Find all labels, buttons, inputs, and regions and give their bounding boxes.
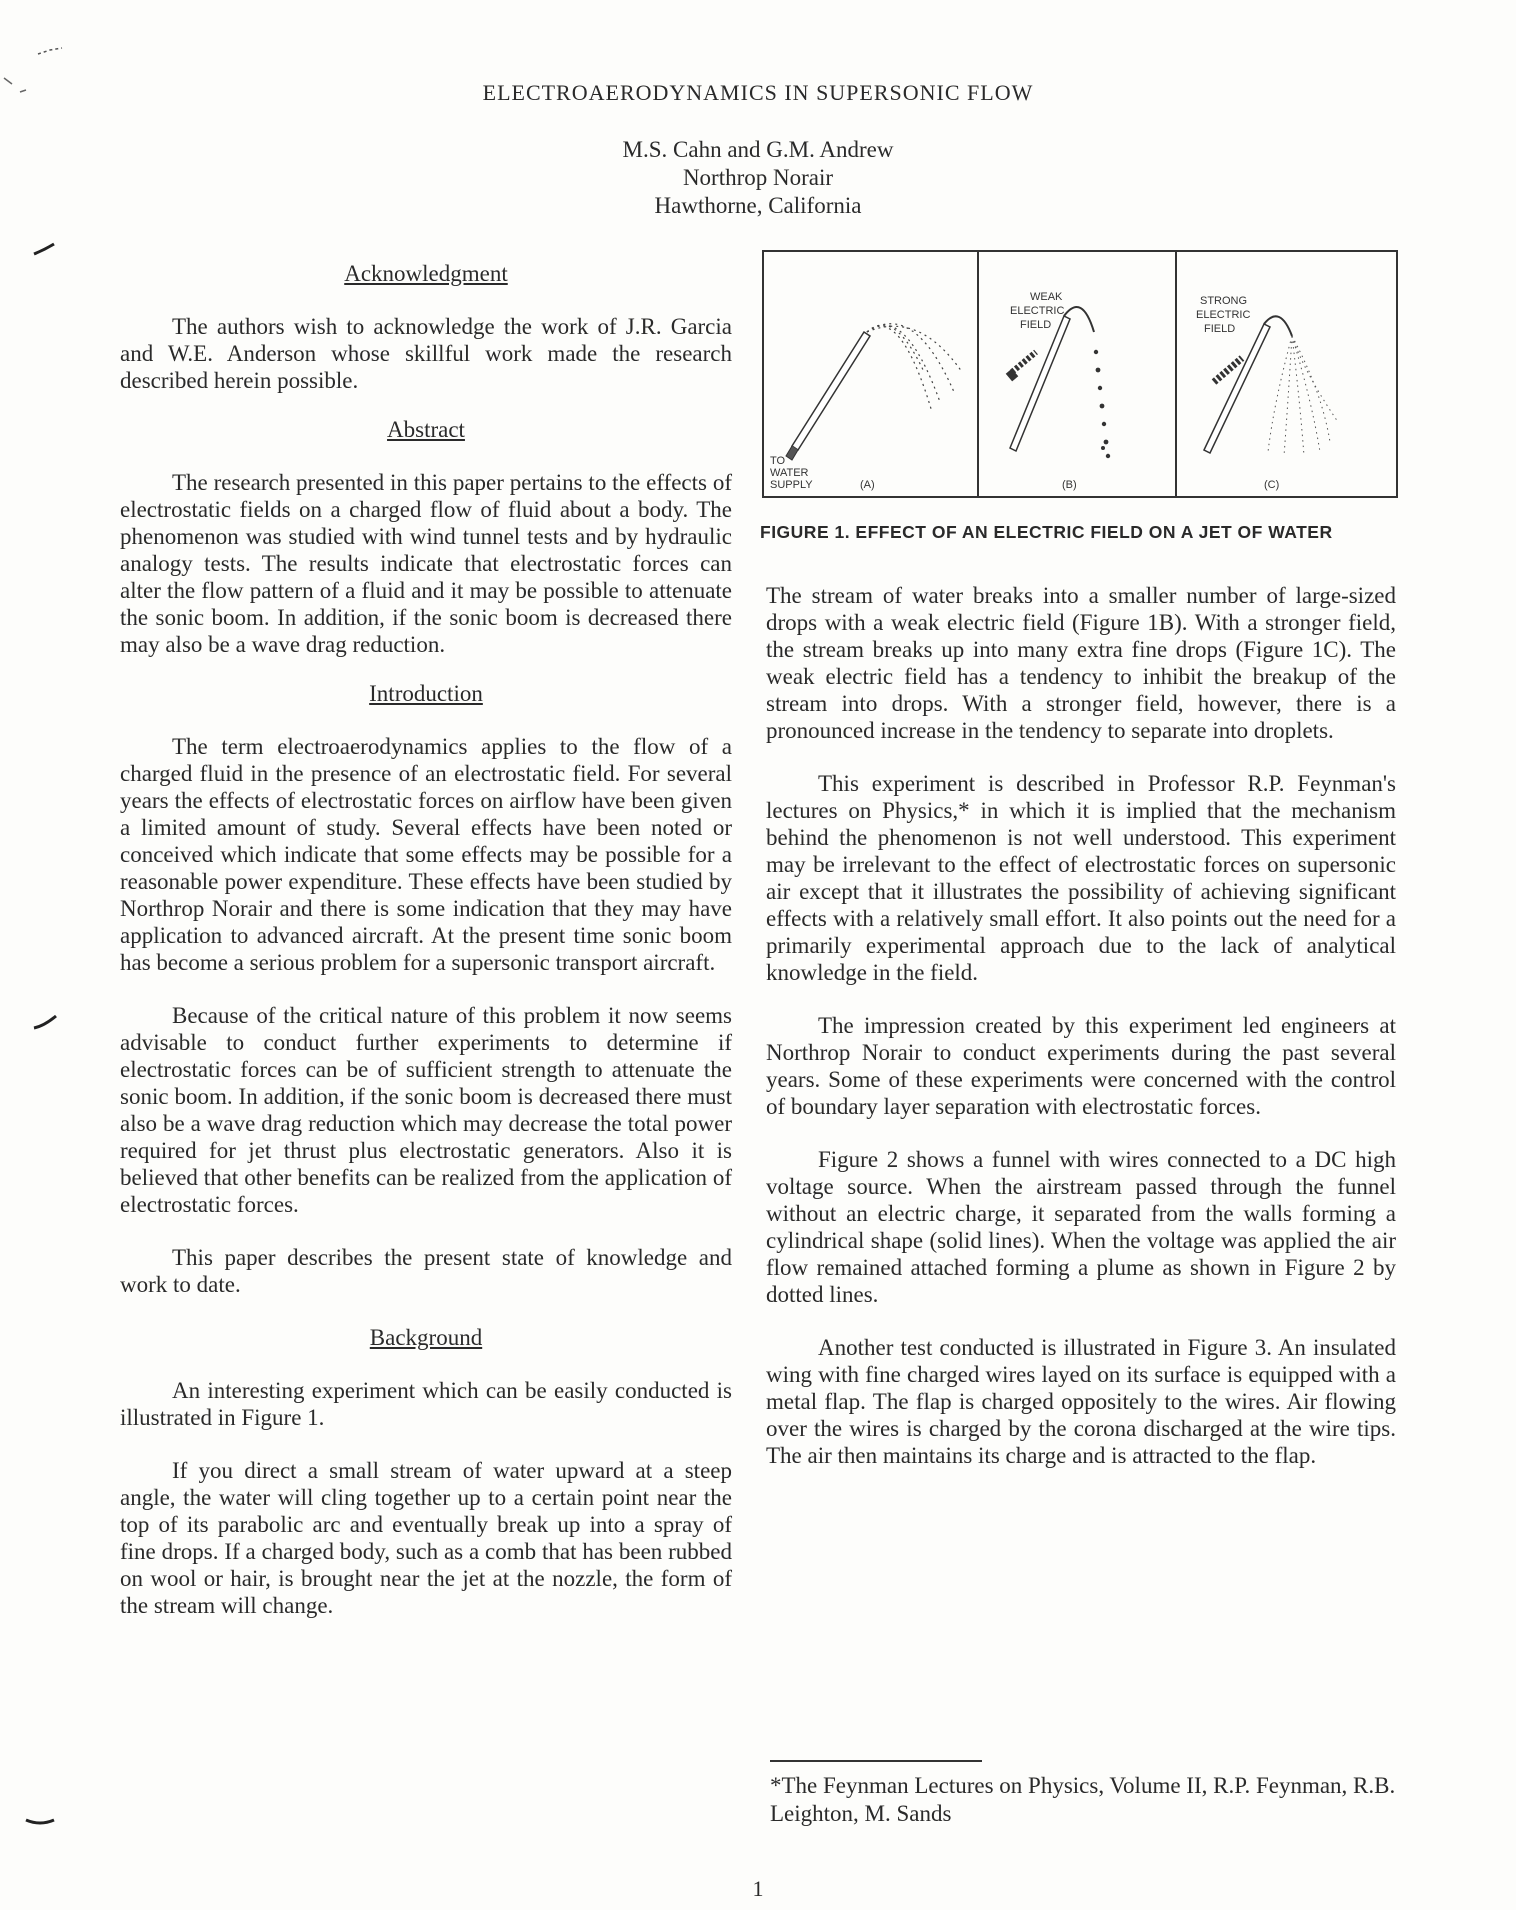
right-column [766, 582, 1396, 1469]
introduction-heading: Introduction [369, 681, 483, 706]
panel-a-label: (A) [860, 479, 875, 491]
author-names: M.S. Cahn and G.M. Andrew [622, 137, 894, 162]
paper-title: ELECTROAERODYNAMICS IN SUPERSONIC FLOW [482, 80, 1034, 105]
acknowledgment-heading: Acknowledgment [344, 261, 508, 286]
nozzle-b [1010, 316, 1070, 451]
body-paragraph: The impression created by this experiment led engineers at Northrop Norair to conduct experiments during the past several years. Some of these experiments were concerned with the control of boundary layer separation with electrostatic forces. [766, 1013, 1396, 1119]
nozzle-a [792, 332, 870, 450]
footnote-rule [770, 1760, 982, 1762]
author-affiliation: Northrop Norair [682, 165, 834, 190]
panel-c-label: (C) [1264, 479, 1280, 491]
weak-label-1: WEAK [1030, 291, 1063, 303]
abstract-heading: Abstract [387, 417, 465, 442]
body-paragraph: Another test conducted is illustrated in Figure 3. An insulated wing with fine charged wires layed on its surface is equipped with a metal flap. The flap is charged oppositely to the wires. Air flowing over the wires is charged by the corona discharged at the wire tips. The air then maintains its charge and is attracted to the flap. [766, 1335, 1396, 1468]
body-paragraph: The stream of water breaks into a smaller number of large-sized drops with a weak electric field (Figure 1B). With a stronger field, the stream breaks up into many extra fine drops (Figure 1C). The weak electric field has a tendency to inhibit the breakup of the stream into drops. With a stronger field, however, there is a pronounced increase in the tendency to separate into droplets. [766, 583, 1396, 743]
figure-1-drawing [764, 252, 1396, 496]
strong-label-2: ELECTRIC [1196, 309, 1251, 321]
background-heading: Background [369, 1325, 483, 1350]
figure-1-caption: FIGURE 1. EFFECT OF AN ELECTRIC FIELD ON A JET OF WATER [760, 522, 1333, 542]
scan-mark [22, 1812, 58, 1832]
supply-label: WATER [770, 467, 809, 479]
weak-label-3: FIELD [1020, 319, 1052, 331]
weak-label-2: ELECTRIC [1010, 305, 1065, 317]
page-number: 1 [752, 1876, 764, 1901]
strong-label-1: STRONG [1200, 295, 1248, 307]
nozzle-c [1204, 324, 1270, 453]
body-paragraph: This experiment is described in Professor R.P. Feynman's lectures on Physics,* in which it is implied that the mechanism behind the phenomenon is not well understood. This experiment may be irrelevant to the effect of electrostatic forces on supersonic air except that it illustrates the possibility of achieving significant effects with a relatively small effort. It also points out the need for a primarily experimental approach due to the lack of analytical knowledge in the field. [766, 771, 1396, 985]
author-block [0, 136, 1516, 220]
comb-b [1006, 352, 1036, 381]
introduction-paragraph: Because of the critical nature of this problem it now seems advisable to conduct further experiments to determine if electrostatic forces can be of sufficient strength to attenuate the sonic boom. In addition, if the sonic boom is decreased there must also be a wave drag reduction which may decrease the total power required for jet thrust plus electrostatic generators. Also it is believed that other benefits can be realized from the application of electrostatic forces. [120, 1003, 732, 1217]
drops-b [1094, 350, 1110, 458]
left-column [120, 260, 732, 1619]
acknowledgment-paragraph: The authors wish to acknowledge the work of J.R. Garcia and W.E. Anderson whose skillful work made the research described herein possible. [120, 314, 732, 393]
supply-label: SUPPLY [770, 479, 813, 491]
strong-label-3: FIELD [1204, 323, 1236, 335]
author-location: Hawthorne, California [654, 193, 862, 218]
panel-a [770, 324, 962, 491]
body-paragraph: Figure 2 shows a funnel with wires connected to a DC high voltage source. When the airstream passed through the funnel without an electric charge, it separated from the walls forming a cylindrical shape (solid lines). When the voltage was applied the air flow remained attached forming a plume as shown in Figure 2 by dotted lines. [766, 1147, 1396, 1307]
supply-label: TO [770, 455, 786, 467]
background-paragraph: An interesting experiment which can be easily conducted is illustrated in Figure 1. [120, 1378, 732, 1430]
abstract-paragraph: The research presented in this paper pertains to the effects of electrostatic fields on a charged flow of fluid about a body. The phenomenon was studied with wind tunnel tests and by hydraulic analogy tests. The results indicate that electrostatic forces can alter the flow pattern of a fluid and it may be possible to attenuate the sonic boom. In addition, if the sonic boom is decreased there may also be a wave drag reduction. [120, 470, 732, 657]
footnote: *The Feynman Lectures on Physics, Volume II, R.P. Feynman, R.B. Leighton, M. Sands [770, 1773, 1396, 1826]
scan-mark [30, 240, 60, 260]
spray-a [867, 324, 962, 412]
panel-c [1196, 295, 1338, 491]
panel-b-label: (B) [1062, 479, 1077, 491]
introduction-paragraph: This paper describes the present state of knowledge and work to date. [120, 1245, 732, 1297]
spray-c [1268, 336, 1338, 456]
figure-1 [762, 250, 1398, 498]
introduction-paragraph: The term electroaerodynamics applies to the flow of a charged fluid in the presence of an electrostatic field. For several years the effects of electrostatic forces on airflow have been given a limited amount of study. Several effects have been noted or conceived which indicate that some effects may be possible for a reasonable power expenditure. These effects have been studied by Northrop Norair and there is some indication that they may have application to advanced aircraft. At the present time sonic boom has become a serious problem for a supersonic transport aircraft. [120, 734, 732, 975]
panel-b [1006, 291, 1110, 491]
scan-mark [30, 1012, 60, 1036]
background-paragraph: If you direct a small stream of water upward at a steep angle, the water will cling together up to a certain point near the top of its parabolic arc and eventually break up into a spray of fine drops. If a charged body, such as a comb that has been rubbed on wool or hair, is brought near the jet at the nozzle, the form of the stream will change. [120, 1458, 732, 1618]
